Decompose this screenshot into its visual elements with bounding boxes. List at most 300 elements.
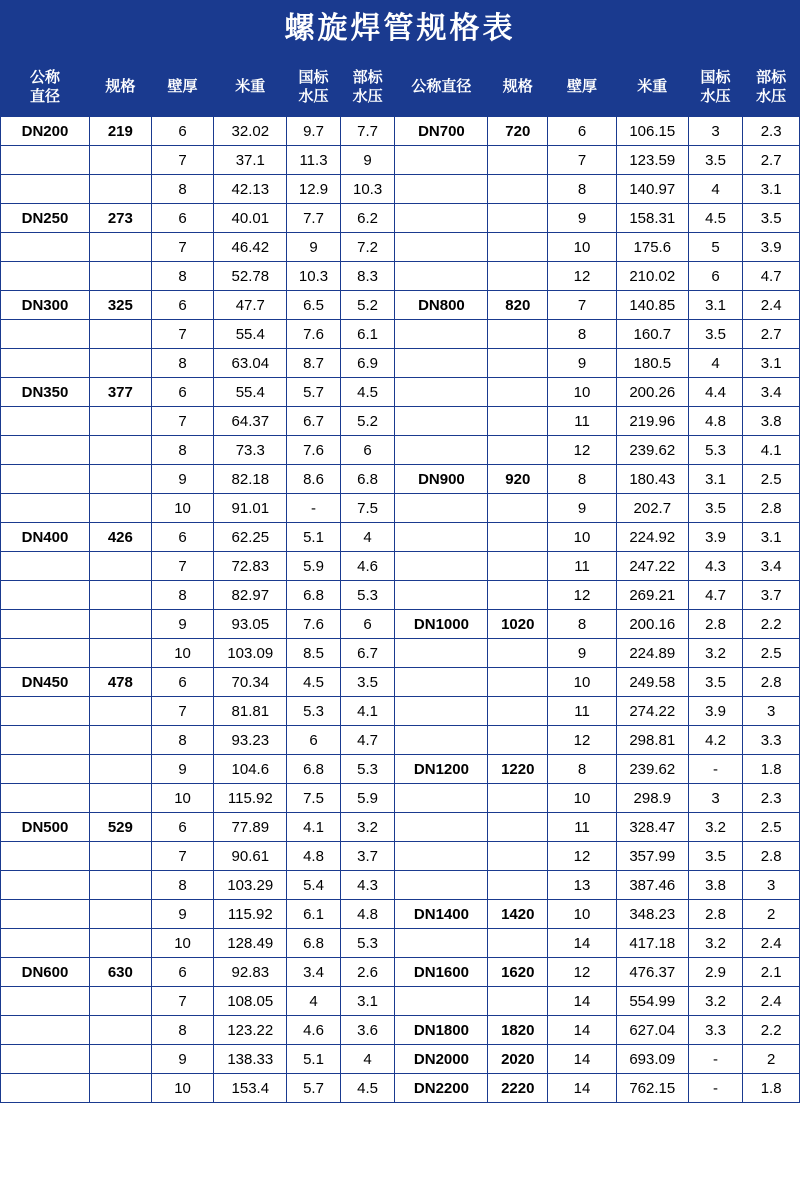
table-cell: 554.99 — [616, 987, 688, 1016]
table-cell — [488, 378, 548, 407]
table-cell — [1, 146, 90, 175]
col-header-weight-per-meter-right: 米重 — [616, 59, 688, 117]
table-cell: 5.1 — [287, 1045, 341, 1074]
table-cell: 3.9 — [688, 697, 743, 726]
table-cell: 10 — [151, 1074, 214, 1103]
table-cell: 2 — [743, 900, 800, 929]
table-cell: 2.8 — [743, 668, 800, 697]
table-cell — [90, 581, 152, 610]
table-cell: 627.04 — [616, 1016, 688, 1045]
table-cell: 4.3 — [688, 552, 743, 581]
table-cell: 4.5 — [340, 1074, 395, 1103]
table-cell: 5.2 — [340, 407, 395, 436]
table-cell: 478 — [90, 668, 152, 697]
col-header-nominal-diameter-left — [1, 59, 90, 117]
table-cell — [90, 1045, 152, 1074]
table-row — [1, 523, 800, 552]
table-row — [1, 668, 800, 697]
table-cell: 2.5 — [743, 813, 800, 842]
table-cell — [1, 871, 90, 900]
table-cell: 6.8 — [287, 929, 341, 958]
table-cell: 7 — [151, 407, 214, 436]
table-row — [1, 494, 800, 523]
table-row — [1, 233, 800, 262]
table-cell — [1, 987, 90, 1016]
table-cell — [395, 842, 488, 871]
table-cell — [1, 436, 90, 465]
table-cell: 11 — [548, 407, 617, 436]
table-cell: 298.9 — [616, 784, 688, 813]
table-cell — [488, 697, 548, 726]
table-row — [1, 929, 800, 958]
table-row — [1, 987, 800, 1016]
table-cell: 4.6 — [340, 552, 395, 581]
header-line-2: 水压 — [756, 87, 787, 105]
table-cell: DN900 — [395, 465, 488, 494]
table-cell: 3.5 — [743, 204, 800, 233]
table-cell: 123.22 — [214, 1016, 287, 1045]
table-cell — [90, 552, 152, 581]
table-cell — [90, 871, 152, 900]
table-cell: 529 — [90, 813, 152, 842]
table-cell: 14 — [548, 1045, 617, 1074]
table-row — [1, 581, 800, 610]
table-cell — [488, 407, 548, 436]
table-cell: 7.6 — [287, 436, 341, 465]
table-row — [1, 436, 800, 465]
table-row — [1, 784, 800, 813]
table-cell: 42.13 — [214, 175, 287, 204]
table-cell: 175.6 — [616, 233, 688, 262]
table-cell — [90, 610, 152, 639]
table-cell — [395, 929, 488, 958]
table-cell: 7 — [548, 146, 617, 175]
table-cell — [395, 523, 488, 552]
header-line-2: 水压 — [298, 87, 329, 105]
table-cell: 6 — [287, 726, 341, 755]
table-cell: 90.61 — [214, 842, 287, 871]
table-cell — [395, 262, 488, 291]
table-cell — [90, 726, 152, 755]
table-cell: 3.2 — [688, 929, 743, 958]
table-cell: 269.21 — [616, 581, 688, 610]
table-row — [1, 146, 800, 175]
table-cell — [395, 552, 488, 581]
col-header-wall-thickness-left: 壁厚 — [151, 59, 214, 117]
table-cell: 62.25 — [214, 523, 287, 552]
table-cell: 4.3 — [340, 871, 395, 900]
table-cell: DN2200 — [395, 1074, 488, 1103]
table-cell — [90, 900, 152, 929]
table-cell: 5.3 — [340, 755, 395, 784]
table-cell: 4.7 — [743, 262, 800, 291]
table-cell: 357.99 — [616, 842, 688, 871]
table-cell — [488, 175, 548, 204]
table-cell: 1.8 — [743, 1074, 800, 1103]
table-cell: 3.5 — [340, 668, 395, 697]
table-cell — [488, 987, 548, 1016]
table-cell: 2.7 — [743, 320, 800, 349]
table-cell: 5.7 — [287, 1074, 341, 1103]
table-cell: 210.02 — [616, 262, 688, 291]
table-cell: 2.4 — [743, 291, 800, 320]
table-cell: 920 — [488, 465, 548, 494]
table-cell: 6.8 — [287, 755, 341, 784]
table-cell: 5.3 — [287, 697, 341, 726]
table-cell: 153.4 — [214, 1074, 287, 1103]
table-cell: 274.22 — [616, 697, 688, 726]
table-cell — [90, 262, 152, 291]
table-cell — [1, 755, 90, 784]
table-cell — [488, 581, 548, 610]
table-cell: 224.89 — [616, 639, 688, 668]
table-cell: 12 — [548, 726, 617, 755]
table-cell: 4.5 — [287, 668, 341, 697]
table-row — [1, 813, 800, 842]
table-body — [1, 117, 800, 1103]
table-cell: 14 — [548, 987, 617, 1016]
table-cell — [395, 987, 488, 1016]
table-cell — [488, 436, 548, 465]
table-cell: 5.1 — [287, 523, 341, 552]
table-cell: 1620 — [488, 958, 548, 987]
table-cell — [1, 697, 90, 726]
table-cell: 476.37 — [616, 958, 688, 987]
table-cell: 9 — [151, 1045, 214, 1074]
table-cell: 180.5 — [616, 349, 688, 378]
table-cell: 6.1 — [340, 320, 395, 349]
table-cell: 200.16 — [616, 610, 688, 639]
table-cell — [90, 233, 152, 262]
table-cell: DN1200 — [395, 755, 488, 784]
table-cell: 7 — [151, 233, 214, 262]
table-cell — [395, 204, 488, 233]
table-cell — [395, 697, 488, 726]
table-row — [1, 262, 800, 291]
table-cell: 10 — [151, 639, 214, 668]
table-cell: 47.7 — [214, 291, 287, 320]
table-cell: 2.5 — [743, 639, 800, 668]
table-cell: 140.85 — [616, 291, 688, 320]
table-cell — [90, 929, 152, 958]
table-cell: 138.33 — [214, 1045, 287, 1074]
table-cell: 77.89 — [214, 813, 287, 842]
table-cell: 224.92 — [616, 523, 688, 552]
table-cell: 12 — [548, 958, 617, 987]
table-cell: 9 — [548, 639, 617, 668]
table-row — [1, 407, 800, 436]
table-cell: 3.1 — [688, 465, 743, 494]
table-cell: 40.01 — [214, 204, 287, 233]
table-cell: 4.5 — [340, 378, 395, 407]
header-line-1: 部标 — [756, 68, 787, 86]
table-cell: 219 — [90, 117, 152, 146]
table-cell: 2.4 — [743, 987, 800, 1016]
table-cell: - — [688, 1074, 743, 1103]
table-cell: 3 — [688, 117, 743, 146]
table-cell: 12 — [548, 581, 617, 610]
table-cell: 4.7 — [340, 726, 395, 755]
table-cell: 6 — [151, 291, 214, 320]
table-cell: 52.78 — [214, 262, 287, 291]
table-cell: DN1400 — [395, 900, 488, 929]
table-cell: DN500 — [1, 813, 90, 842]
table-row — [1, 378, 800, 407]
table-cell: 81.81 — [214, 697, 287, 726]
col-header-wall-thickness-right: 壁厚 — [548, 59, 617, 117]
table-cell: 6 — [548, 117, 617, 146]
table-cell: 8 — [151, 581, 214, 610]
table-cell: - — [287, 494, 341, 523]
table-cell: 3.5 — [688, 842, 743, 871]
table-cell — [395, 146, 488, 175]
table-cell: 8 — [151, 349, 214, 378]
table-cell: 160.7 — [616, 320, 688, 349]
table-cell — [90, 639, 152, 668]
table-row — [1, 320, 800, 349]
table-cell: 12 — [548, 262, 617, 291]
table-cell: 7.7 — [287, 204, 341, 233]
table-cell — [488, 784, 548, 813]
table-cell: 6 — [151, 958, 214, 987]
table-cell: 249.58 — [616, 668, 688, 697]
table-cell: 247.22 — [616, 552, 688, 581]
table-cell: 6 — [151, 204, 214, 233]
table-cell: 219.96 — [616, 407, 688, 436]
table-cell — [1, 784, 90, 813]
table-cell: 8 — [151, 436, 214, 465]
table-cell — [90, 436, 152, 465]
table-cell: 7.5 — [340, 494, 395, 523]
table-cell: 2.8 — [688, 900, 743, 929]
table-cell: 70.34 — [214, 668, 287, 697]
table-cell: 6 — [151, 378, 214, 407]
table-cell — [1, 262, 90, 291]
table-cell: 14 — [548, 1016, 617, 1045]
table-cell — [488, 349, 548, 378]
table-cell — [488, 842, 548, 871]
table-cell — [488, 262, 548, 291]
table-cell: 1020 — [488, 610, 548, 639]
table-cell: DN2000 — [395, 1045, 488, 1074]
table-cell: 10 — [548, 784, 617, 813]
table-cell — [90, 494, 152, 523]
table-cell — [488, 523, 548, 552]
table-cell: 4.8 — [688, 407, 743, 436]
table-row — [1, 842, 800, 871]
table-cell — [90, 465, 152, 494]
table-cell — [1, 1045, 90, 1074]
table-cell — [1, 639, 90, 668]
table-cell: 5 — [688, 233, 743, 262]
table-cell: 1420 — [488, 900, 548, 929]
table-row — [1, 639, 800, 668]
table-cell: 2.8 — [743, 494, 800, 523]
table-row — [1, 175, 800, 204]
table-cell: 5.3 — [340, 929, 395, 958]
table-cell: 115.92 — [214, 900, 287, 929]
table-cell: 8 — [548, 755, 617, 784]
table-cell: - — [688, 755, 743, 784]
table-cell: 6.1 — [287, 900, 341, 929]
table-cell: 14 — [548, 929, 617, 958]
table-cell: 3.7 — [743, 581, 800, 610]
table-row — [1, 958, 800, 987]
table-cell: 140.97 — [616, 175, 688, 204]
col-header-spec-left: 规格 — [90, 59, 152, 117]
table-cell: 9 — [548, 349, 617, 378]
table-row — [1, 726, 800, 755]
table-cell: 298.81 — [616, 726, 688, 755]
table-cell: 32.02 — [214, 117, 287, 146]
table-cell: 2020 — [488, 1045, 548, 1074]
table-cell: 2.1 — [743, 958, 800, 987]
table-cell: 91.01 — [214, 494, 287, 523]
table-cell: 10 — [151, 929, 214, 958]
table-cell — [395, 668, 488, 697]
table-row — [1, 117, 800, 146]
table-cell — [1, 175, 90, 204]
col-header-weight-per-meter-left: 米重 — [214, 59, 287, 117]
table-header — [1, 59, 800, 117]
table-cell: 4.7 — [688, 581, 743, 610]
table-cell: 2.6 — [340, 958, 395, 987]
table-row — [1, 349, 800, 378]
table-cell: 9 — [340, 146, 395, 175]
table-cell — [395, 175, 488, 204]
table-cell: 9 — [151, 900, 214, 929]
table-cell: 10 — [548, 900, 617, 929]
table-cell — [1, 929, 90, 958]
table-cell: 4.1 — [743, 436, 800, 465]
header-line-1: 部标 — [352, 68, 383, 86]
table-cell — [395, 813, 488, 842]
table-cell: 3.1 — [743, 175, 800, 204]
table-cell: 5.2 — [340, 291, 395, 320]
table-cell — [1, 610, 90, 639]
table-cell: 2.3 — [743, 784, 800, 813]
table-cell — [90, 1016, 152, 1045]
table-cell — [1, 407, 90, 436]
table-cell: 3.8 — [743, 407, 800, 436]
table-cell: 4.8 — [340, 900, 395, 929]
table-cell — [90, 755, 152, 784]
table-cell — [1, 320, 90, 349]
table-cell: 4.8 — [287, 842, 341, 871]
table-cell: 6.8 — [287, 581, 341, 610]
table-cell: 2.5 — [743, 465, 800, 494]
table-cell: 3.1 — [688, 291, 743, 320]
table-cell: 12.9 — [287, 175, 341, 204]
table-cell — [488, 552, 548, 581]
table-cell: 6 — [151, 813, 214, 842]
table-cell: 3.2 — [688, 639, 743, 668]
table-cell: 720 — [488, 117, 548, 146]
table-cell: 10 — [548, 233, 617, 262]
pipe-spec-table — [0, 58, 800, 1103]
table-cell: 387.46 — [616, 871, 688, 900]
table-cell — [1, 465, 90, 494]
table-cell: 73.3 — [214, 436, 287, 465]
table-cell: 3.6 — [340, 1016, 395, 1045]
table-cell — [488, 813, 548, 842]
table-cell — [1, 842, 90, 871]
table-cell — [1, 349, 90, 378]
table-cell — [488, 204, 548, 233]
table-cell — [488, 929, 548, 958]
table-cell: 7 — [151, 987, 214, 1016]
table-cell: 6.7 — [287, 407, 341, 436]
table-cell: 9 — [151, 755, 214, 784]
table-cell: 5.4 — [287, 871, 341, 900]
table-cell: 3.8 — [688, 871, 743, 900]
table-cell — [395, 871, 488, 900]
table-cell — [488, 146, 548, 175]
table-cell: DN700 — [395, 117, 488, 146]
table-cell: - — [688, 1045, 743, 1074]
table-cell: 2.8 — [688, 610, 743, 639]
table-cell: 3.2 — [340, 813, 395, 842]
table-cell: 93.05 — [214, 610, 287, 639]
table-cell: 128.49 — [214, 929, 287, 958]
table-cell — [90, 320, 152, 349]
table-cell: 762.15 — [616, 1074, 688, 1103]
table-cell: 55.4 — [214, 378, 287, 407]
table-row — [1, 610, 800, 639]
table-cell: 3 — [743, 871, 800, 900]
table-cell: 6.5 — [287, 291, 341, 320]
table-cell: 2220 — [488, 1074, 548, 1103]
table-cell: 9 — [151, 465, 214, 494]
table-row — [1, 871, 800, 900]
table-cell: 3.4 — [743, 552, 800, 581]
table-cell: DN1600 — [395, 958, 488, 987]
table-cell: 239.62 — [616, 436, 688, 465]
table-cell — [395, 320, 488, 349]
table-cell — [90, 1074, 152, 1103]
table-row — [1, 204, 800, 233]
table-cell: 328.47 — [616, 813, 688, 842]
table-cell: 3.5 — [688, 146, 743, 175]
table-cell: DN800 — [395, 291, 488, 320]
header-line-1: 国标 — [298, 68, 329, 86]
table-cell: 4 — [688, 175, 743, 204]
table-cell: 348.23 — [616, 900, 688, 929]
header-line-1: 公称 — [29, 68, 60, 86]
table-cell — [1, 552, 90, 581]
table-cell: 10 — [151, 494, 214, 523]
table-cell — [90, 784, 152, 813]
col-header-spec-right: 规格 — [488, 59, 548, 117]
table-cell — [1, 1074, 90, 1103]
table-cell — [90, 146, 152, 175]
table-row — [1, 900, 800, 929]
table-cell: 10 — [151, 784, 214, 813]
table-cell: 2.7 — [743, 146, 800, 175]
table-cell: 82.18 — [214, 465, 287, 494]
table-cell: 7 — [151, 552, 214, 581]
table-row — [1, 697, 800, 726]
table-cell: 8.6 — [287, 465, 341, 494]
table-cell: 180.43 — [616, 465, 688, 494]
table-cell: 93.23 — [214, 726, 287, 755]
table-cell: 64.37 — [214, 407, 287, 436]
table-cell: 3.1 — [743, 523, 800, 552]
table-cell — [90, 842, 152, 871]
table-cell — [395, 726, 488, 755]
table-cell: 46.42 — [214, 233, 287, 262]
table-cell: 10 — [548, 523, 617, 552]
